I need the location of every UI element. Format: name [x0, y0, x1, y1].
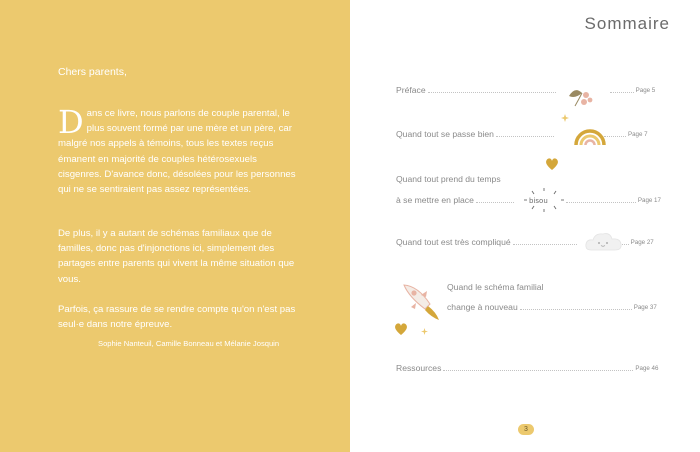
star-icon	[561, 114, 569, 122]
toc-entry-quand-le-schema-familial-line2[interactable]	[447, 302, 657, 312]
leader-dots	[476, 201, 514, 203]
rainbow-icon	[574, 125, 606, 145]
letter-paragraph-1	[58, 103, 298, 197]
leader-dots	[604, 135, 626, 137]
toc-entry-label: Préface	[396, 85, 426, 95]
heart-icon	[545, 157, 559, 171]
leader-dots	[566, 201, 636, 203]
toc-entry-page: Page 5	[635, 87, 656, 94]
leader-dots	[428, 91, 556, 93]
toc-entry-quand-tout-se-passe-bien[interactable]	[396, 129, 648, 139]
toc-entry-label: Quand le schéma familial	[447, 282, 544, 292]
toc-entry-page: Page 27	[630, 239, 654, 246]
leaf-berries-icon	[566, 84, 596, 110]
leader-dots	[496, 135, 554, 137]
letter-paragraph-2: De plus, il y a autant de schémas familiaux que de familles, donc pas d'injonctions ici, simplement des partages entre parents qui vivent la même situation que vous.	[58, 228, 295, 285]
drop-cap: D	[58, 103, 84, 141]
leader-dots	[610, 91, 634, 93]
toc-entry-quand-tout-prend-du-temps[interactable]	[396, 174, 501, 184]
toc-entry-quand-le-schema-familial[interactable]	[447, 282, 544, 292]
star-icon	[421, 328, 428, 335]
toc-entry-page: Page 46	[635, 365, 659, 372]
toc-entry-ressources[interactable]	[396, 363, 658, 373]
toc-entry-label: Quand tout prend du temps	[396, 174, 501, 184]
toc-entry-label: Quand tout se passe bien	[396, 129, 494, 139]
toc-entry-label: à se mettre en place	[396, 195, 474, 205]
rocket-icon	[400, 282, 442, 322]
leader-dots	[513, 243, 577, 245]
toc-entry-page: Page 37	[633, 304, 657, 311]
toc-entry-label: Quand tout est très compliqué	[396, 237, 511, 247]
heart-icon	[394, 322, 408, 336]
letter-greeting: Chers parents,	[58, 66, 127, 78]
cloud-icon	[585, 231, 623, 251]
right-page	[350, 0, 700, 452]
leader-dots	[443, 369, 633, 371]
bisou-text: bisou	[529, 197, 548, 205]
toc-entry-label: change à nouveau	[447, 302, 518, 312]
letter-paragraph-3: Parfois, ça rassure de se rendre compte qu'on n'est pas seul·e dans notre épreuve.	[58, 304, 296, 331]
toc-entry-page: Page 7	[627, 131, 648, 138]
page-title: Sommaire	[584, 14, 670, 33]
leader-dots	[520, 308, 632, 310]
toc-entry-page: Page 17	[637, 197, 661, 204]
letter-signature: Sophie Nanteuil, Camille Bonneau et Mélanie Josquin	[98, 339, 280, 348]
letter-paragraph-1-text: ans ce livre, nous parlons de couple parental, le plus souvent formé par une mère et un père, car malgré nos appels à témoins, tous les textes reçus émanent en majorité de couples hétérosexuels cisgenres. D'avance donc, désolées pour les personnes qui ne se sentiraient pas assez représentées.	[58, 108, 296, 196]
toc-entry-label: Ressources	[396, 363, 442, 373]
toc-entry-preface[interactable]	[396, 85, 655, 95]
page-number: 3	[518, 424, 534, 435]
